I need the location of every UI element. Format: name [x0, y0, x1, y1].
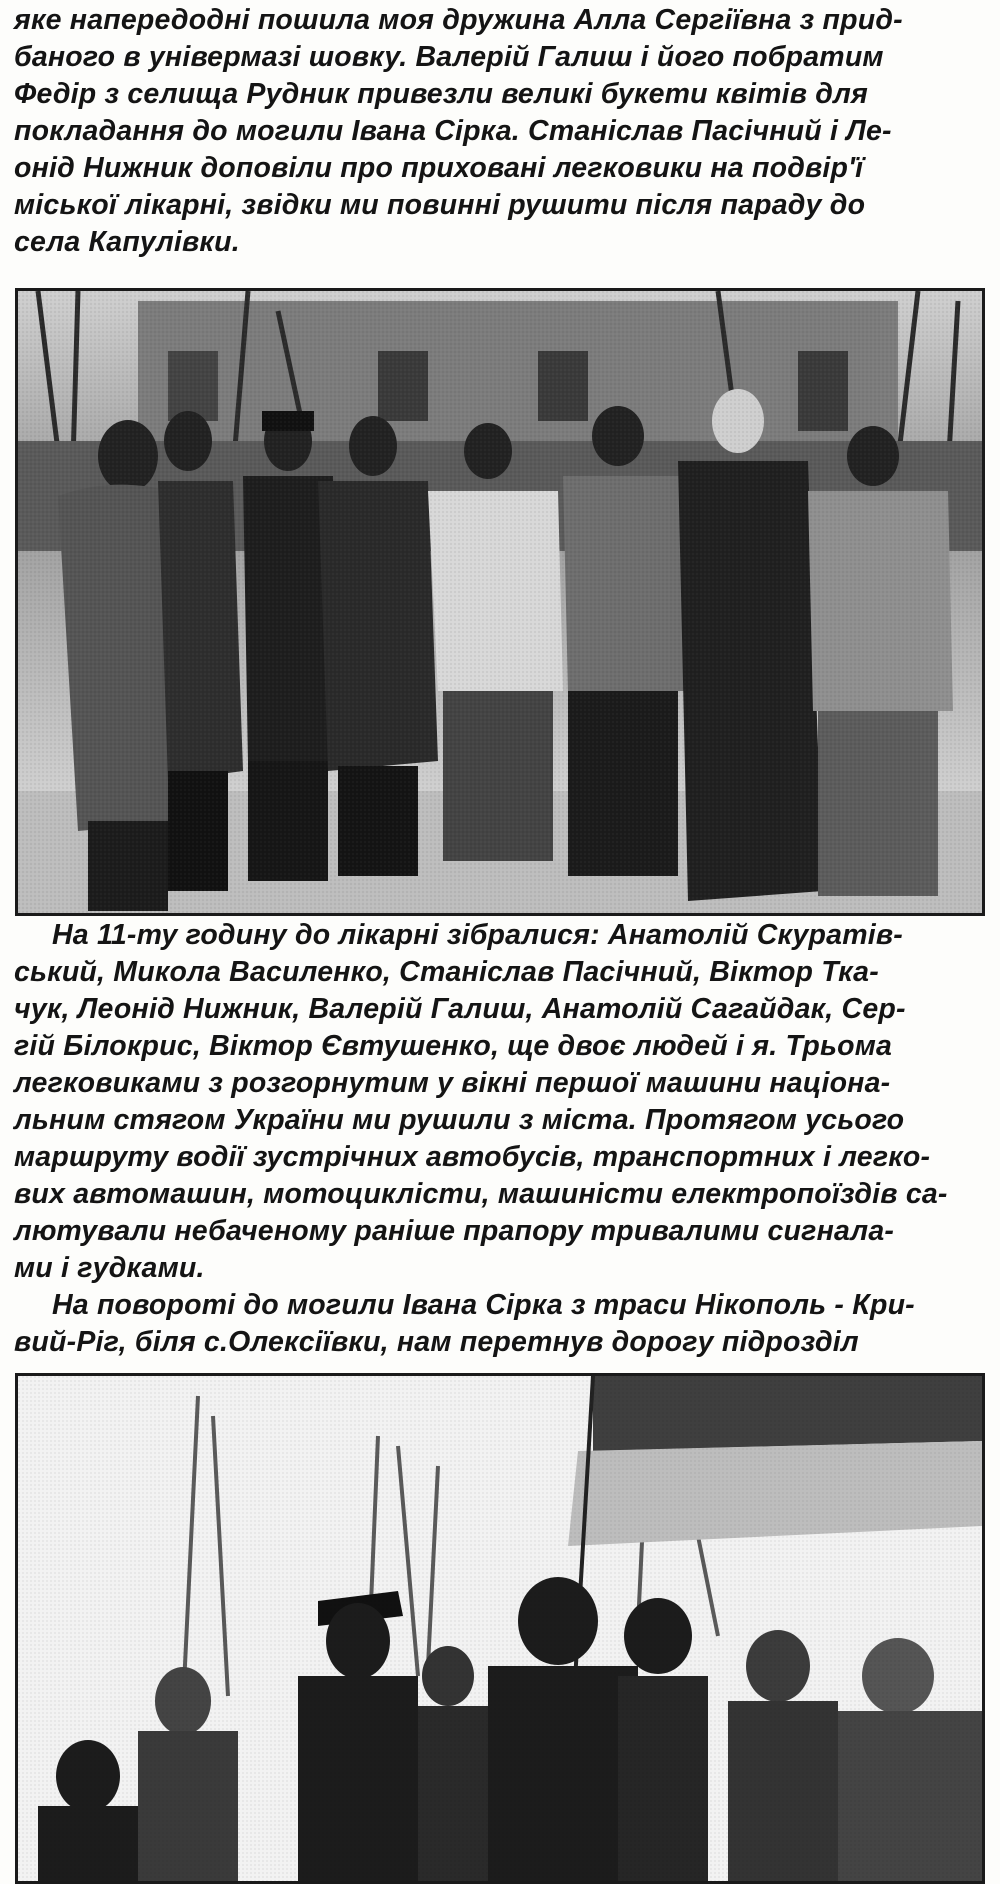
text-line: На 11-ту годину до лікарні зібралися: Анатолій Скуратів- — [52, 919, 903, 951]
text-line: яке напередодні пошила моя дружина Алла Сергіївна з прид- — [14, 4, 903, 36]
text-line: ський, Микола Василенко, Станіслав Пасічний, Віктор Тка- — [14, 956, 879, 988]
text-line: міської лікарні, звідки ми повинні рушити після параду до — [14, 189, 866, 221]
text-line: ми і гудками. — [14, 1252, 205, 1284]
flag-crowd-photo — [15, 1373, 985, 1884]
text-line: На повороті до могили Івана Сірка з траси Нікополь - Кри- — [52, 1289, 915, 1321]
group-photo — [15, 288, 985, 916]
intro-paragraph — [14, 2, 986, 261]
text-line: льним стягом України ми рушили з міста. Протягом усього — [14, 1104, 905, 1136]
flag-and-crowd-photo-icon — [18, 1376, 982, 1884]
text-line: чук, Леонід Нижник, Валерій Галиш, Анатолій Сагайдак, Сер- — [14, 993, 906, 1025]
text-line: легковиками з розгорнутим у вікні першої машини націона- — [14, 1067, 891, 1099]
closing-paragraph — [14, 1287, 986, 1361]
text-line: села Капулівки. — [14, 226, 240, 258]
text-line: гій Білокрис, Віктор Євтушенко, ще двоє людей і я. Трьома — [14, 1030, 893, 1062]
group-of-men-photo-icon — [18, 291, 982, 913]
text-line: вих автомашин, мотоциклісти, машиністи електропоїздів са- — [14, 1178, 948, 1210]
text-line: лютували небаченому раніше прапору тривалими сигнала- — [14, 1215, 895, 1247]
middle-paragraph — [14, 917, 986, 1287]
text-line: вий-Ріг, біля с.Олексіївки, нам перетнув дорогу підрозділ — [14, 1326, 859, 1358]
text-line: онід Нижник доповіли про приховані легковики на подвір'ї — [14, 152, 864, 184]
text-line: маршруту водії зустрічних автобусів, транспортних і легко- — [14, 1141, 931, 1173]
text-line: покладання до могили Івана Сірка. Станіслав Пасічний і Ле- — [14, 115, 892, 147]
text-line: Федір з селища Рудник привезли великі букети квітів для — [14, 78, 868, 110]
text-line: баного в універмазі шовку. Валерій Галиш і його побратим — [14, 41, 884, 73]
